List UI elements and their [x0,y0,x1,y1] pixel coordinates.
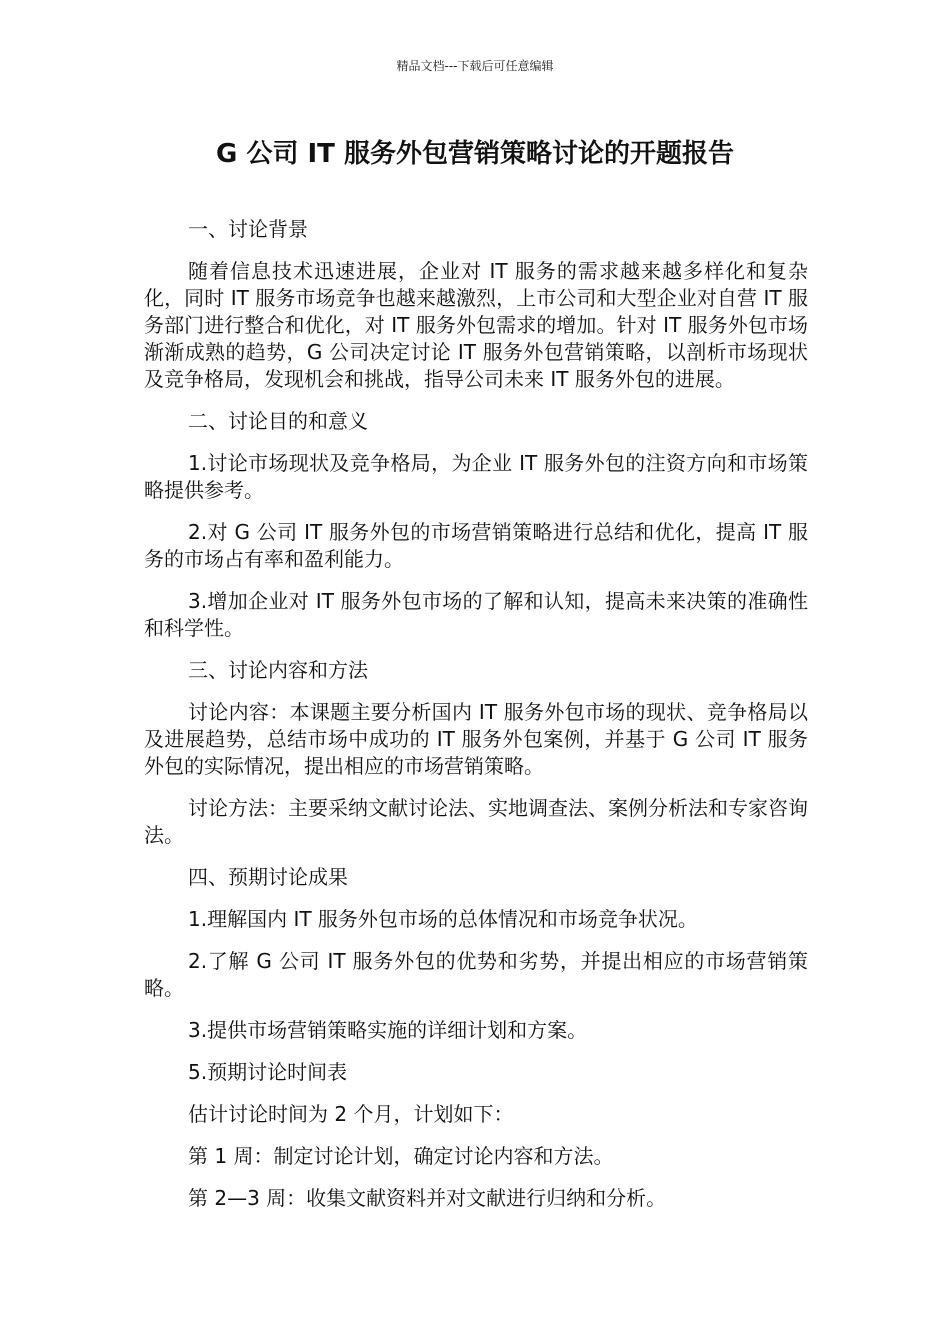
section-heading-timeline: 5.预期讨论时间表 [188,1060,348,1084]
timeline-week-1: 第 1 周：制定讨论计划，确定讨论内容和方法。 [188,1144,614,1168]
section-heading-background: 一、讨论背景 [188,217,308,241]
result-item-1: 1.理解国内 IT 服务外包市场的总体情况和市场竞争状况。 [188,907,698,931]
result-item-2: 2.了解 G 公司 IT 服务外包的优势和劣势，并提出相应的市场营销策略。 [144,949,808,1000]
document-title: G 公司 IT 服务外包营销策略讨论的开题报告 [216,139,734,169]
timeline-week-2-3: 第 2—3 周：收集文献资料并对文献进行归纳和分析。 [188,1186,667,1210]
section-heading-content-methods: 三、讨论内容和方法 [188,658,368,682]
section-heading-expected-results: 四、预期讨论成果 [188,865,348,889]
section-heading-purpose: 二、讨论目的和意义 [188,409,368,433]
paragraph-research-methods: 讨论方法：主要采纳文献讨论法、实地调查法、案例分析法和专家咨询法。 [144,796,808,847]
paragraph-background: 随着信息技术迅速进展，企业对 IT 服务的需求越来越多样化和复杂化，同时 IT 服务市场竞争也越来越激烈，上市公司和大型企业对自营 IT 服务部门进行整合和优化，对 IT 服务外包需求的增加。针对 IT 服务外包市场渐渐成熟的趋势，G 公司决定讨论 IT 服务外包营销策略，以剖析市场现状及竞争格局，发现机会和挑战，指导公司未来 IT 服务外包的进展。 [144,259,808,391]
document-body [144,216,808,1227]
result-item-3: 3.提供市场营销策略实施的详细计划和方案。 [188,1018,588,1042]
purpose-item-1: 1.讨论市场现状及竞争格局，为企业 IT 服务外包的注资方向和市场策略提供参考。 [144,451,808,502]
paragraph-timeline-intro: 估计讨论时间为 2 个月，计划如下： [188,1102,514,1126]
purpose-item-2: 2.对 G 公司 IT 服务外包的市场营销策略进行总结和优化，提高 IT 服务的市场占有率和盈利能力。 [144,520,808,571]
page-header: 精品文档---下载后可任意编辑 [396,59,554,73]
paragraph-research-content: 讨论内容：本课题主要分析国内 IT 服务外包市场的现状、竞争格局以及进展趋势，总结市场中成功的 IT 服务外包案例，并基于 G 公司 IT 服务外包的实际情况，提出相应的市场营销策略。 [144,700,808,778]
purpose-item-3: 3.增加企业对 IT 服务外包市场的了解和认知，提高未来决策的准确性和科学性。 [144,589,808,640]
